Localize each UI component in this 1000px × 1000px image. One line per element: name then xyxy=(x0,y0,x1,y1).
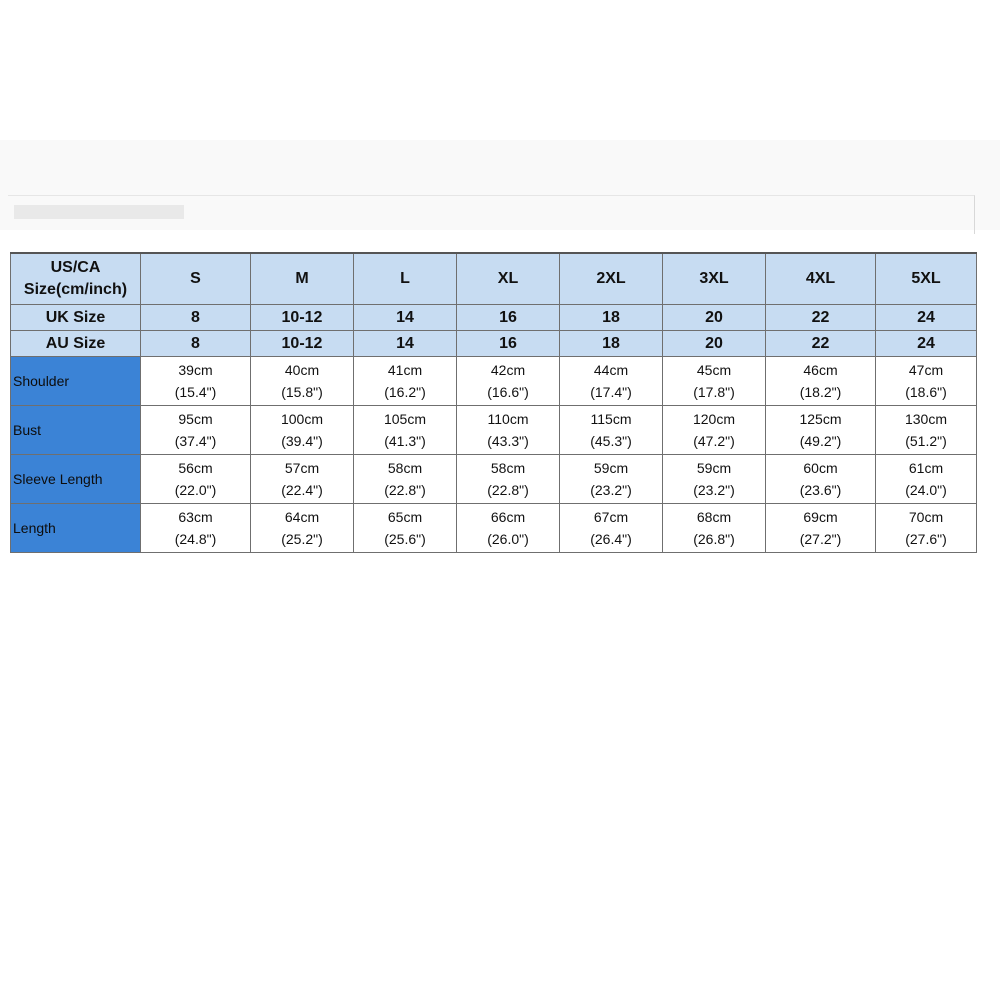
uk-size-row xyxy=(11,305,977,331)
inch-value: (22.8") xyxy=(487,482,529,498)
cm-value: 100cm xyxy=(280,411,324,427)
measurement-cell xyxy=(354,406,457,455)
inch-value: (23.2") xyxy=(693,482,735,498)
measurement-cell xyxy=(457,504,560,553)
inch-value: (23.6") xyxy=(799,482,842,498)
uk-size-value: 10-12 xyxy=(251,305,354,331)
cm-value: 115cm xyxy=(590,411,632,427)
inch-value: (18.2") xyxy=(799,384,842,400)
bust-row xyxy=(11,406,977,455)
header-size-3xl: 3XL xyxy=(663,253,766,305)
measurement-cell xyxy=(876,357,977,406)
inch-value: (45.3") xyxy=(590,433,632,449)
cm-value: 67cm xyxy=(593,509,629,525)
header-size-s: S xyxy=(141,253,251,305)
cm-value: 69cm xyxy=(803,509,838,525)
measurement-cell xyxy=(663,406,766,455)
inch-value: (47.2") xyxy=(693,433,735,449)
inch-value: (27.6") xyxy=(905,531,947,547)
measurement-cell xyxy=(560,357,663,406)
cm-value: 47cm xyxy=(908,362,944,378)
cm-value: 56cm xyxy=(178,460,213,476)
inch-value: (39.4") xyxy=(281,433,323,449)
inch-value: (17.4") xyxy=(590,384,632,400)
cm-value: 105cm xyxy=(383,411,427,427)
inch-value: (41.3") xyxy=(384,433,426,449)
size-chart-table xyxy=(10,252,977,553)
inch-value: (49.2") xyxy=(799,433,842,449)
cm-value: 66cm xyxy=(490,509,526,525)
inch-value: (23.2") xyxy=(590,482,632,498)
measurement-cell xyxy=(141,406,251,455)
cm-value: 95cm xyxy=(178,411,213,427)
au-size-value: 14 xyxy=(354,331,457,357)
cm-value: 39cm xyxy=(178,362,213,378)
measurement-cell xyxy=(766,406,876,455)
au-size-value: 20 xyxy=(663,331,766,357)
au-size-label: AU Size xyxy=(11,331,141,357)
shoulder-row xyxy=(11,357,977,406)
measurement-cell xyxy=(141,504,251,553)
inch-value: (16.2") xyxy=(384,384,426,400)
au-size-value: 22 xyxy=(766,331,876,357)
cm-value: 44cm xyxy=(593,362,629,378)
inch-value: (24.0") xyxy=(905,482,947,498)
measurement-cell xyxy=(251,357,354,406)
inch-value: (24.8") xyxy=(174,531,217,547)
cm-value: 60cm xyxy=(803,460,838,476)
cm-value: 57cm xyxy=(284,460,320,476)
cm-value: 125cm xyxy=(799,411,842,427)
inch-value: (17.8") xyxy=(693,384,735,400)
cm-value: 65cm xyxy=(387,509,423,525)
length-row xyxy=(11,504,977,553)
length-label: Length xyxy=(11,504,141,553)
measurement-cell xyxy=(457,406,560,455)
cm-value: 46cm xyxy=(803,362,838,378)
cm-value: 68cm xyxy=(696,509,732,525)
cm-value: 130cm xyxy=(904,411,948,427)
cm-value: 40cm xyxy=(284,362,320,378)
inch-value: (15.4") xyxy=(174,384,217,400)
au-size-value: 16 xyxy=(457,331,560,357)
measurement-cell xyxy=(560,504,663,553)
header-size-4xl: 4XL xyxy=(766,253,876,305)
au-size-row xyxy=(11,331,977,357)
bust-label: Bust xyxy=(11,406,141,455)
shoulder-label: Shoulder xyxy=(11,357,141,406)
measurement-cell xyxy=(141,455,251,504)
header-size-l: L xyxy=(354,253,457,305)
measurement-cell xyxy=(141,357,251,406)
measurement-cell xyxy=(354,504,457,553)
au-size-value: 10-12 xyxy=(251,331,354,357)
measurement-cell xyxy=(457,357,560,406)
sleeve-length-row xyxy=(11,455,977,504)
cm-value: 120cm xyxy=(692,411,736,427)
measurement-cell xyxy=(876,504,977,553)
inch-value: (22.0") xyxy=(174,482,217,498)
measurement-cell xyxy=(457,455,560,504)
measurement-cell xyxy=(876,455,977,504)
cm-value: 58cm xyxy=(387,460,423,476)
measurement-cell xyxy=(766,455,876,504)
header-label-line2: Size(cm/inch) xyxy=(23,281,128,298)
uk-size-value: 8 xyxy=(141,305,251,331)
inch-value: (25.6") xyxy=(384,531,426,547)
header-size-m: M xyxy=(251,253,354,305)
cm-value: 41cm xyxy=(387,362,423,378)
inch-value: (15.8") xyxy=(281,384,323,400)
cm-value: 42cm xyxy=(490,362,526,378)
cm-value: 70cm xyxy=(908,509,944,525)
uk-size-value: 18 xyxy=(560,305,663,331)
inch-value: (26.0") xyxy=(487,531,529,547)
header-size-5xl: 5XL xyxy=(876,253,977,305)
inch-value: (26.8") xyxy=(693,531,735,547)
measurement-cell xyxy=(560,455,663,504)
inch-value: (26.4") xyxy=(590,531,632,547)
cm-value: 61cm xyxy=(908,460,944,476)
header-row-us-ca xyxy=(11,253,977,305)
measurement-cell xyxy=(251,504,354,553)
measurement-cell xyxy=(354,357,457,406)
measurement-cell xyxy=(766,504,876,553)
inch-value: (37.4") xyxy=(174,433,217,449)
cm-value: 59cm xyxy=(593,460,629,476)
cm-value: 110cm xyxy=(487,411,529,427)
cm-value: 64cm xyxy=(284,509,320,525)
inch-value: (51.2") xyxy=(905,433,947,449)
cm-value: 59cm xyxy=(696,460,732,476)
inch-value: (18.6") xyxy=(905,384,947,400)
au-size-value: 8 xyxy=(141,331,251,357)
measurement-cell xyxy=(251,455,354,504)
inch-value: (27.2") xyxy=(799,531,842,547)
header-size-2xl: 2XL xyxy=(560,253,663,305)
inch-value: (22.4") xyxy=(281,482,323,498)
measurement-cell xyxy=(663,357,766,406)
header-size-xl: XL xyxy=(457,253,560,305)
inch-value: (25.2") xyxy=(281,531,323,547)
measurement-cell xyxy=(560,406,663,455)
uk-size-value: 14 xyxy=(354,305,457,331)
uk-size-value: 16 xyxy=(457,305,560,331)
measurement-cell xyxy=(876,406,977,455)
cm-value: 45cm xyxy=(696,362,732,378)
uk-size-label: UK Size xyxy=(11,305,141,331)
measurement-cell xyxy=(663,504,766,553)
sleeve-length-label: Sleeve Length xyxy=(11,455,141,504)
measurement-cell xyxy=(766,357,876,406)
inch-value: (22.8") xyxy=(384,482,426,498)
measurement-cell xyxy=(251,406,354,455)
au-size-value: 18 xyxy=(560,331,663,357)
au-size-value: 24 xyxy=(876,331,977,357)
uk-size-value: 22 xyxy=(766,305,876,331)
uk-size-value: 20 xyxy=(663,305,766,331)
faded-caption-block xyxy=(14,205,184,219)
header-label-line1: US/CA xyxy=(50,259,101,276)
inch-value: (43.3") xyxy=(487,433,529,449)
cm-value: 63cm xyxy=(178,509,213,525)
header-size-label xyxy=(11,253,141,305)
measurement-cell xyxy=(354,455,457,504)
inch-value: (16.6") xyxy=(487,384,529,400)
uk-size-value: 24 xyxy=(876,305,977,331)
cm-value: 58cm xyxy=(490,460,526,476)
measurement-cell xyxy=(663,455,766,504)
